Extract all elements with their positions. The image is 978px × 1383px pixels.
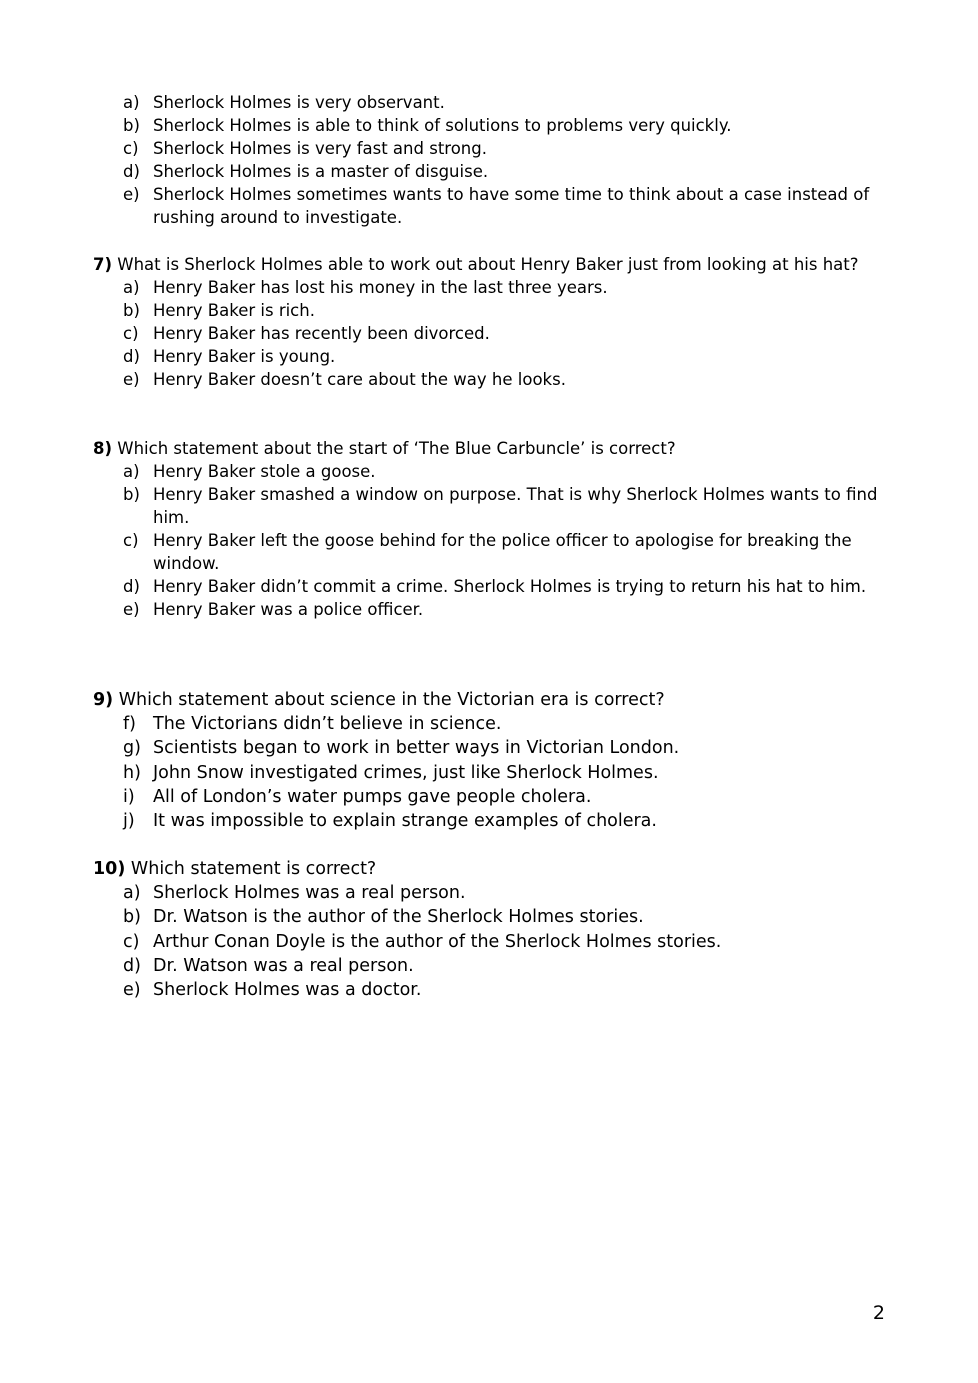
option-letter: g): [123, 738, 141, 759]
option-text: Henry Baker smashed a window on purpose. That is why Sherlock Holmes wants to find him.: [153, 485, 878, 527]
option-text: Sherlock Holmes is very observant.: [153, 93, 445, 112]
option-letter: c): [123, 324, 139, 343]
option-item: [93, 276, 893, 299]
option-item: [93, 137, 893, 160]
option-item: [93, 930, 893, 954]
option-item: [93, 736, 893, 760]
question-10-block: [93, 857, 893, 1002]
option-text: Henry Baker is young.: [153, 347, 336, 366]
question-9-prompt: [93, 688, 893, 712]
option-text: Sherlock Holmes is able to think of solutions to problems very quickly.: [153, 116, 732, 135]
option-letter: b): [123, 485, 140, 504]
option-text: Sherlock Holmes was a real person.: [153, 883, 466, 904]
option-item: [93, 114, 893, 137]
option-text: Henry Baker doesn’t care about the way he looks.: [153, 370, 566, 389]
option-letter: e): [123, 980, 141, 1001]
option-item: [93, 761, 893, 785]
option-text: Sherlock Holmes sometimes wants to have some time to think about a case instead of rushing around to investigate.: [153, 185, 870, 227]
option-text: Dr. Watson is the author of the Sherlock Holmes stories.: [153, 907, 644, 928]
question-7-block: [93, 253, 893, 391]
option-item: [93, 368, 893, 391]
option-letter: d): [123, 577, 140, 596]
question-7-prompt: [93, 253, 893, 276]
option-text: Henry Baker didn’t commit a crime. Sherlock Holmes is trying to return his hat to him.: [153, 577, 867, 596]
question-text: What is Sherlock Holmes able to work out about Henry Baker just from looking at his hat?: [112, 255, 859, 274]
option-letter: d): [123, 162, 140, 181]
option-text: Henry Baker stole a goose.: [153, 462, 376, 481]
option-letter: j): [123, 811, 135, 832]
question-text: Which statement about the start of ‘The Blue Carbuncle’ is correct?: [112, 439, 676, 458]
option-item: [93, 529, 893, 575]
option-item: [93, 954, 893, 978]
option-text: Arthur Conan Doyle is the author of the Sherlock Holmes stories.: [153, 931, 722, 952]
question-number: 7): [93, 255, 113, 274]
option-item: [93, 460, 893, 483]
question-10-prompt: [93, 857, 893, 881]
option-item: [93, 978, 893, 1002]
option-letter: c): [123, 139, 139, 158]
option-item: [93, 712, 893, 736]
option-text: Sherlock Holmes is a master of disguise.: [153, 162, 489, 181]
option-letter: b): [123, 301, 140, 320]
option-item: [93, 905, 893, 929]
option-text: It was impossible to explain strange examples of cholera.: [153, 811, 657, 832]
question-text: Which statement about science in the Victorian era is correct?: [113, 690, 665, 710]
option-letter: a): [123, 462, 140, 481]
option-letter: d): [123, 347, 140, 366]
option-text: Henry Baker has lost his money in the last three years.: [153, 278, 608, 297]
option-text: Henry Baker has recently been divorced.: [153, 324, 490, 343]
option-letter: e): [123, 370, 140, 389]
question-9-options: [93, 712, 893, 833]
option-text: All of London’s water pumps gave people cholera.: [153, 786, 592, 807]
question-10-options: [93, 881, 893, 1002]
option-item: [93, 483, 893, 529]
option-text: John Snow investigated crimes, just like Sherlock Holmes.: [153, 762, 659, 783]
option-text: Scientists began to work in better ways in Victorian London.: [153, 738, 680, 759]
option-item: [93, 598, 893, 621]
option-letter: a): [123, 93, 140, 112]
option-text: Henry Baker is rich.: [153, 301, 315, 320]
option-letter: d): [123, 955, 141, 976]
question-8-block: [93, 437, 893, 621]
option-letter: e): [123, 600, 140, 619]
question-number: 8): [93, 439, 113, 458]
option-letter: c): [123, 931, 140, 952]
option-item: [93, 575, 893, 598]
option-item: [93, 299, 893, 322]
option-letter: a): [123, 278, 140, 297]
question-6-options: [93, 91, 893, 229]
option-item: [93, 322, 893, 345]
question-text: Which statement is correct?: [125, 859, 377, 879]
question-6-block: [93, 91, 893, 229]
option-item: [93, 809, 893, 833]
option-text: Dr. Watson was a real person.: [153, 955, 414, 976]
option-item: [93, 183, 893, 229]
question-9-block: [93, 688, 893, 833]
option-text: Sherlock Holmes is very fast and strong.: [153, 139, 487, 158]
option-letter: a): [123, 883, 141, 904]
question-7-options: [93, 276, 893, 391]
option-text: Henry Baker was a police officer.: [153, 600, 424, 619]
option-text: Henry Baker left the goose behind for the police officer to apologise for breaking the window.: [153, 531, 852, 573]
option-letter: b): [123, 116, 140, 135]
option-letter: f): [123, 714, 136, 735]
option-item: [93, 785, 893, 809]
option-letter: e): [123, 185, 140, 204]
option-text: Sherlock Holmes was a doctor.: [153, 980, 422, 1001]
question-8-options: [93, 460, 893, 621]
option-letter: c): [123, 531, 139, 550]
option-item: [93, 160, 893, 183]
option-item: [93, 881, 893, 905]
option-letter: h): [123, 762, 141, 783]
option-letter: i): [123, 786, 135, 807]
question-number: 9): [93, 690, 114, 710]
question-8-prompt: [93, 437, 893, 460]
question-number: 10): [93, 859, 126, 879]
option-letter: b): [123, 907, 141, 928]
option-text: The Victorians didn’t believe in science.: [153, 714, 502, 735]
option-item: [93, 345, 893, 368]
option-item: [93, 91, 893, 114]
page-number: 2: [872, 1302, 885, 1324]
